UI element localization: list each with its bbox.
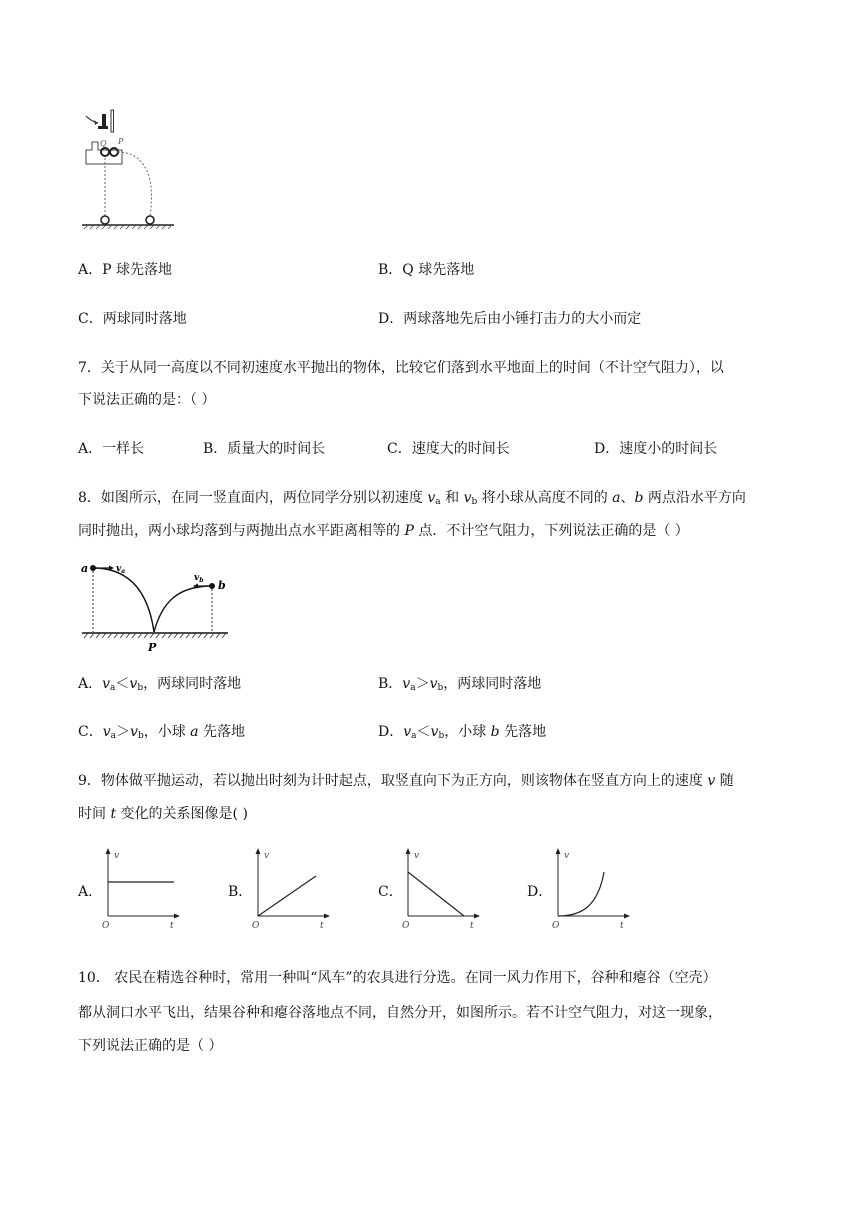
q7-option-c[interactable]: C．速度大的时间长 bbox=[387, 441, 510, 457]
svg-text:O: O bbox=[552, 921, 560, 930]
q9-option-a-label[interactable]: A． bbox=[78, 884, 103, 900]
ball-q bbox=[101, 148, 109, 156]
graph-d-curve bbox=[558, 872, 604, 916]
q7-option-d[interactable]: D．速度小的时间长 bbox=[594, 441, 718, 457]
trajectory-b bbox=[154, 586, 212, 632]
q9-stem-line1: 9．物体做平抛运动，若以抛出时刻为计时起点，取竖直向下为正方向，则该物体在竖直方向上的速度 v 随 bbox=[78, 773, 734, 789]
label-q: Q bbox=[100, 139, 107, 148]
q8-option-b[interactable]: B．$v_a>v_b$，两球同时落地 bbox=[378, 676, 542, 693]
q9-stem-line2: 时间 t 变化的关系图像是( ) bbox=[78, 806, 248, 822]
q10-stem-line2: 都从洞口水平飞出，结果谷种和瘪谷落地点不同，自然分开，如图所示。若不计空气阻力，对这一现象， bbox=[78, 1005, 722, 1021]
svg-text:v: v bbox=[564, 851, 570, 861]
q6-option-c[interactable]: C．两球同时落地 bbox=[78, 311, 187, 327]
svg-text:va: $v_a$ bbox=[116, 564, 126, 575]
svg-text:v: v bbox=[414, 851, 420, 861]
q6-figure bbox=[78, 106, 178, 232]
svg-text:t: t bbox=[320, 921, 324, 930]
q10-stem-line3: 下列说法正确的是（ ） bbox=[78, 1038, 223, 1054]
q6-option-b[interactable]: B．Q 球先落地 bbox=[378, 262, 475, 278]
graph-b-line bbox=[258, 876, 316, 916]
q9-graph-a[interactable] bbox=[98, 846, 184, 930]
q7-stem-line1: 7．关于从同一高度以不同初速度水平抛出的物体，比较它们落到水平地面上的时间（不计空气阻力），以 bbox=[78, 360, 724, 376]
p-path bbox=[118, 152, 152, 216]
trajectory-a bbox=[93, 568, 154, 632]
svg-text:v: v bbox=[264, 851, 270, 861]
q7-stem-line2: 下说法正确的是：（ ） bbox=[78, 392, 216, 408]
hammer bbox=[102, 114, 106, 128]
q8-option-d[interactable]: D．$v_a<v_b$，小球 b 先落地 bbox=[378, 724, 547, 741]
q9-option-d-label[interactable]: D． bbox=[527, 884, 553, 900]
q7-option-b[interactable]: B．质量大的时间长 bbox=[203, 441, 326, 457]
svg-text:vb: $v_b$ bbox=[194, 573, 204, 584]
q8-option-a[interactable]: A．$v_a<v_b$，两球同时落地 bbox=[78, 676, 242, 693]
svg-text:O: O bbox=[102, 921, 110, 930]
q8-stem-line2: 同时抛出，两小球均落到与两抛出点水平距离相等的 P 点．不计空气阻力，下列说法正确的是（ ） bbox=[78, 523, 689, 539]
q10-stem-line1: 10． 农民在精选谷种时，常用一种叫“风车”的农具进行分选。在同一风力作用下，谷种和瘪谷（空壳） bbox=[78, 970, 717, 986]
q9-option-c-label[interactable]: C． bbox=[378, 884, 403, 900]
svg-text:t: t bbox=[170, 921, 174, 930]
svg-text:v: v bbox=[114, 851, 120, 861]
q9-option-b-label[interactable]: B． bbox=[228, 884, 253, 900]
q9-graph-d[interactable] bbox=[548, 846, 634, 930]
q6-option-a[interactable]: A．P 球先落地 bbox=[78, 262, 172, 278]
svg-text:O: O bbox=[252, 921, 260, 930]
svg-text:a: a bbox=[81, 562, 89, 575]
q8-stem-line1: 8．如图所示，在同一竖直面内，两位同学分别以初速度 $v_a$ 和 $v_b$ 将小球从高度不同的 a、b 两点沿水平方向 bbox=[78, 490, 746, 507]
q8-option-c[interactable]: C．$v_a>v_b$，小球 a 先落地 bbox=[78, 724, 245, 741]
svg-text:O: O bbox=[402, 921, 410, 930]
q8-figure bbox=[78, 560, 238, 654]
svg-text:b: b bbox=[218, 579, 226, 592]
svg-text:t: t bbox=[470, 921, 474, 930]
svg-text:t: t bbox=[620, 921, 624, 930]
graph-c-line bbox=[408, 872, 464, 916]
ball-p bbox=[110, 148, 118, 156]
q9-graph-b[interactable] bbox=[248, 846, 334, 930]
svg-text:P: P bbox=[148, 641, 157, 654]
q6-option-d[interactable]: D．两球落地先后由小锤打击力的大小而定 bbox=[378, 311, 642, 327]
q7-option-a[interactable]: A．一样长 bbox=[78, 441, 145, 457]
label-p: P bbox=[118, 137, 124, 146]
q9-graph-c[interactable] bbox=[398, 846, 484, 930]
